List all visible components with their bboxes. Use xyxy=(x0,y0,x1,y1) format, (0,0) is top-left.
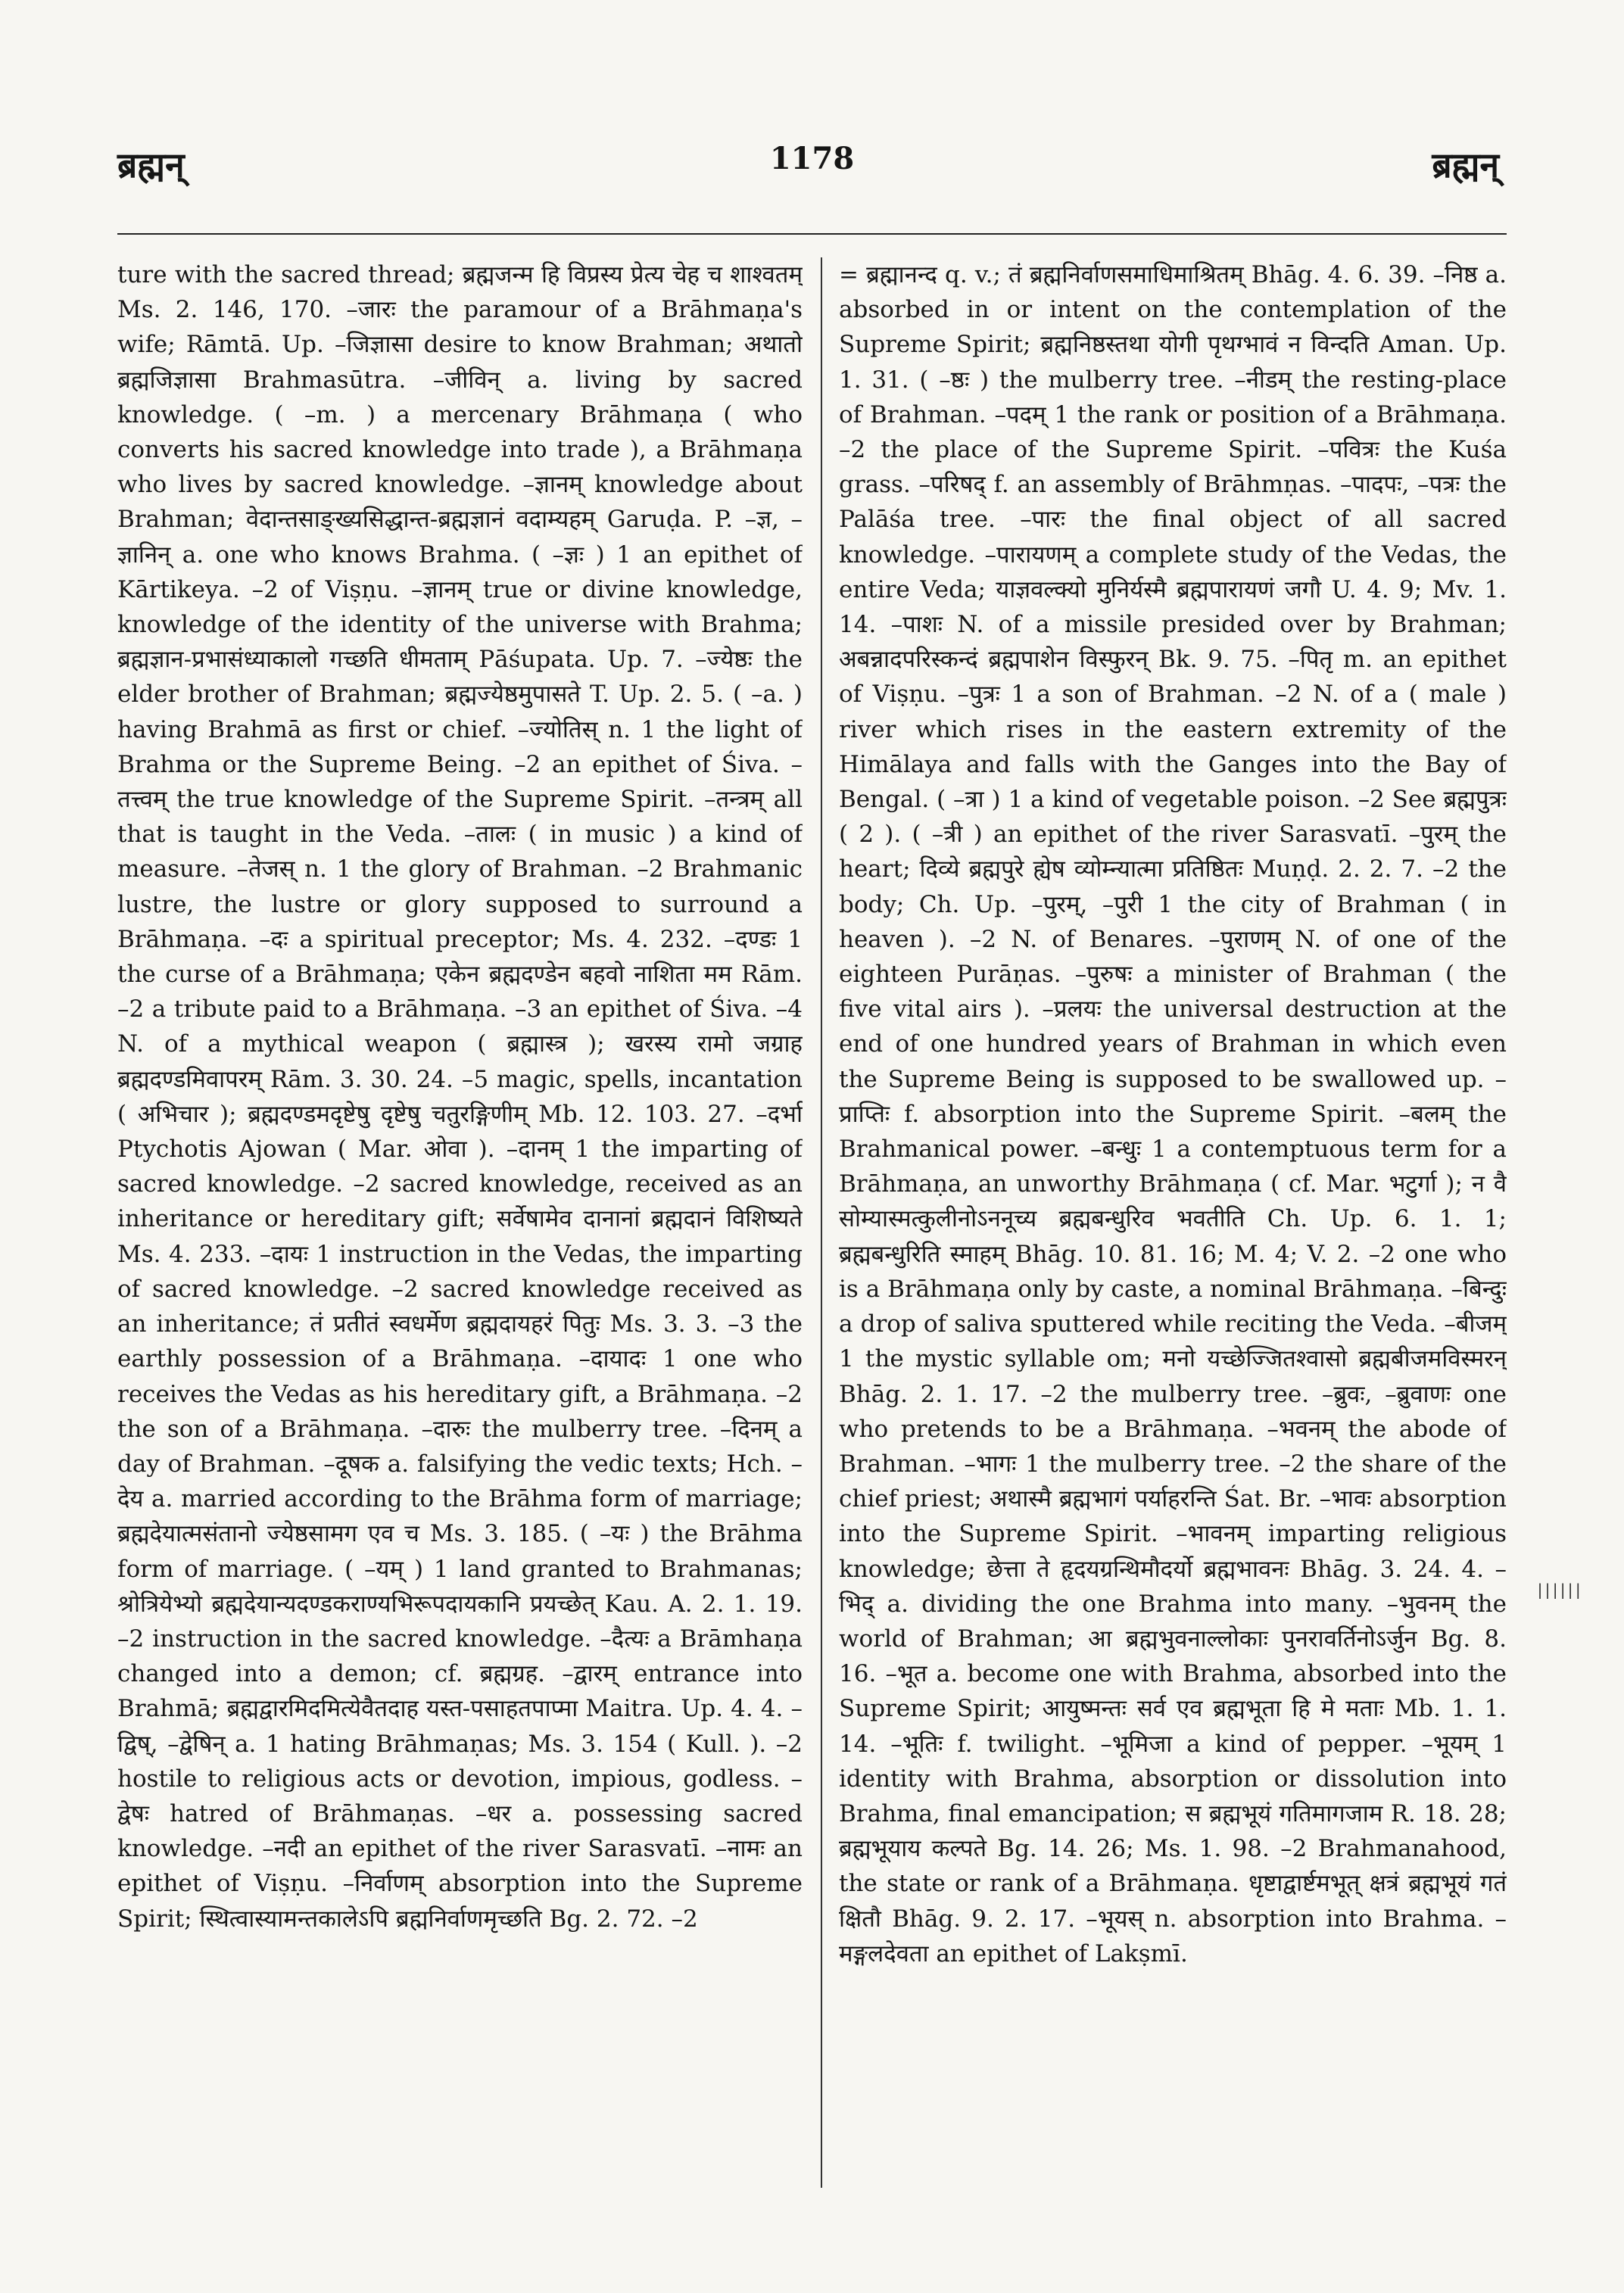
left-column-text: ture with the sacred thread; ब्रह्मजन्म हि विप्रस्य प्रेत्य चेह च शाश्वतम् Ms. 2. 146, 170. –जारः the paramour of a Brāhmaṇa's wife; Rāmtā. Up. –जिज्ञासा desire to know Brahman; अथातो ब्रह्मजिज्ञासा Brahmasūtra. –जीविन् a. living by sacred knowledge. ( –m. ) a mercenary Brāhmaṇa ( who converts his sacred knowledge into trade ), a Brāhmaṇa who lives by sacred knowledge. –ज्ञानम् knowledge about Brahman; वेदान्तसाङ्ख्यसिद्धान्त-ब्रह्मज्ञानं वदाम्यहम् Garuḍa. P. –ज्ञ, –ज्ञानिन् a. one who knows Brahma. ( –ज्ञः ) 1 an epithet of Kārtikeya. –2 of Viṣṇu. –ज्ञानम् true or divine knowledge, knowledge of the identity of the universe with Brahma; ब्रह्मज्ञान-प्रभासंध्याकालो गच्छति धीमताम् Pāśupata. Up. 7. –ज्येष्ठः the elder brother of Brahman; ब्रह्मज्येष्ठमुपासते T. Up. 2. 5. ( –a. ) having Brahmā as first or chief. –ज्योतिस् n. 1 the light of Brahma or the Supreme Being. –2 an epithet of Śiva. –तत्त्वम् the true knowledge of the Supreme Spirit. –तन्त्रम् all that is taught in the Veda. –तालः ( in music ) a kind of measure. –तेजस् n. 1 the glory of Brahman. –2 Brahmanic lustre, the lustre or glory supposed to surround a Brāhmaṇa. –दः a spiritual preceptor; Ms. 4. 232. –दण्डः 1 the curse of a Brāhmaṇa; एकेन ब्रह्मदण्डेन बहवो नाशिता मम Rām. –2 a tribute paid to a Brāhmaṇa. –3 an epithet of Śiva. –4 N. of a mythical weapon ( ब्रह्मास्त्र ); खरस्य रामो जग्राह ब्रह्मदण्डमिवापरम् Rām. 3. 30. 24. –5 magic, spells, incantation ( अभिचार ); ब्रह्मदण्डमदृष्टेषु दृष्टेषु चतुरङ्गिणीम् Mb. 12. 103. 27. –दर्भा Ptychotis Ajowan ( Mar. ओवा ). –दानम् 1 the imparting of sacred knowledge. –2 sacred knowledge, received as an inheritance or hereditary gift; सर्वेषामेव दानानां ब्रह्मदानं विशिष्यते Ms. 4. 233. –दायः 1 instruction in the Vedas, the imparting of sacred knowledge. –2 sacred knowledge received as an inheritance; तं प्रतीतं स्वधर्मेण ब्रह्मदायहरं पितुः Ms. 3. 3. –3 the earthly possession of a Brāhmaṇa. –दायादः 1 one who receives the Vedas as his hereditary gift, a Brāhmaṇa. –2 the son of a Brāhmaṇa. –दारुः the mulberry tree. –दिनम् a day of Brahman. –दूषक a. falsifying the vedic texts; Hch. –देय a. married according to the Brāhma form of marriage; ब्रह्मदेयात्मसंतानो ज्येष्ठसामग एव च Ms. 3. 185. ( –यः ) the Brāhma form of marriage. ( –यम् ) 1 land granted to Brahmanas; श्रोत्रियेभ्यो ब्रह्मदेयान्यदण्डकराण्यभिरूपदायकानि प्रयच्छेत् Kau. A. 2. 1. 19. –2 instruction in the sacred knowledge. –दैत्यः a Brāmhaṇa changed into a demon; cf. ब्रह्मग्रह. –द्वारम् entrance into Brahmā; ब्रह्मद्वारमिदमित्येवैतदाह यस्त-पसाहतपाप्मा Maitra. Up. 4. 4. –द्विष्, –द्वेषिन् a. 1 hating Brāhmaṇas; Ms. 3. 154 ( Kull. ). –2 hostile to religious acts or devotion, impious, godless. –द्वेषः hatred of Brāhmaṇas. –धर a. possessing sacred knowledge. –नदी an epithet of the river Sarasvatī. –नामः an epithet of Viṣṇu. –निर्वाणम् absorption into the Supreme Spirit; स्थित्वास्यामन्तकालेऽपि ब्रह्मनिर्वाणमृच्छति Bg. 2. 72. –2 xyxy=(117,261,803,1933)
right-column-text: = ब्रह्मानन्द q. v.; तं ब्रह्मनिर्वाणसमाधिमाश्रितम् Bhāg. 4. 6. 39. –निष्ठ a. absorbed in or intent on the contemplation of the Supreme Spirit; ब्रह्मनिष्ठस्तथा योगी पृथग्भावं न विन्दति Aman. Up. 1. 31. ( –ष्ठः ) the mulberry tree. –नीडम् the resting-place of Brahman. –पदम् 1 the rank or position of a Brāhmaṇa. –2 the place of the Supreme Spirit. –पवित्रः the Kuśa grass. –परिषद् f. an assembly of Brāhmṇas. –पादपः, –पत्रः the Palāśa tree. –पारः the final object of all sacred knowledge. –पारायणम् a complete study of the Vedas, the entire Veda; याज्ञवल्क्यो मुनिर्यस्मै ब्रह्मपारायणं जगौ U. 4. 9; Mv. 1. 14. –पाशः N. of a missile presided over by Brahman; अबन्नादपरिस्कन्दं ब्रह्मपाशेन विस्फुरन् Bk. 9. 75. –पितृ m. an epithet of Viṣṇu. –पुत्रः 1 a son of Brahman. –2 N. of a ( male ) river which rises in the eastern extremity of the Himālaya and falls with the Ganges into the Bay of Bengal. ( –त्रा ) 1 a kind of vegetable poison. –2 See ब्रह्मपुत्रः ( 2 ). ( –त्री ) an epithet of the river Sarasvatī. –पुरम् the heart; दिव्ये ब्रह्मपुरे ह्येष व्योम्न्यात्मा प्रतिष्ठितः Muṇḍ. 2. 2. 7. –2 the body; Ch. Up. –पुरम्, –पुरी 1 the city of Brahman ( in heaven ). –2 N. of Benares. –पुराणम् N. of one of the eighteen Purāṇas. –पुरुषः a minister of Brahman ( the five vital airs ). –प्रलयः the universal destruction at the end of one hundred years of Brahman in which even the Supreme Being is supposed to be swallowed up. –प्राप्तिः f. absorption into the Supreme Spirit. –बलम् the Brahmanical power. –बन्धुः 1 a contemptuous term for a Brāhmaṇa, an unworthy Brāhmaṇa ( cf. Mar. भटुर्गा ); न वै सोम्यास्मत्कुलीनोऽननूच्य ब्रह्मबन्धुरिव भवतीति Ch. Up. 6. 1. 1; ब्रह्मबन्धुरिति स्माहम् Bhāg. 10. 81. 16; M. 4; V. 2. –2 one who is a Brāhmaṇa only by caste, a nominal Brāhmaṇa. –बिन्दुः a drop of saliva sputtered while reciting the Veda. –बीजम् 1 the mystic syllable om; मनो यच्छेज्जितश्वासो ब्रह्मबीजमविस्मरन् Bhāg. 2. 1. 17. –2 the mulberry tree. –ब्रुवः, –ब्रुवाणः one who pretends to be a Brāhmaṇa. –भवनम् the abode of Brahman. –भागः 1 the mulberry tree. –2 the share of the chief priest; अथास्मै ब्रह्मभागं पर्याहरन्ति Śat. Br. –भावः absorption into the Supreme Spirit. –भावनम् imparting religious knowledge; छेत्ता ते हृदयग्रन्थिमौदर्यो ब्रह्मभावनः Bhāg. 3. 24. 4. –भिद् a. dividing the one Brahma into many. –भुवनम् the world of Brahman; आ ब्रह्मभुवनाल्लोकाः पुनरावर्तिनोऽर्जुन Bg. 8. 16. –भूत a. become one with Brahma, absorbed into the Supreme Spirit; आयुष्मन्तः सर्व एव ब्रह्मभूता हि मे मताः Mb. 1. 1. 14. –भूतिः f. twilight. –भूमिजा a kind of pepper. –भूयम् 1 identity with Brahma, absorption or dissolution into Brahma, final emancipation; स ब्रह्मभूयं गतिमागजाम R. 18. 28; ब्रह्मभूयाय कल्पते Bg. 14. 26; Ms. 1. 98. –2 Brahmanahood, the state or rank of a Brāhmaṇa. धृष्टाद्वार्ष्टमभूत् क्षत्रं ब्रह्मभूयं गतं क्षितौ Bhāg. 9. 2. 17. –भूयस् n. absorption into Brahma. –मङ्गलदेवता an epithet of Lakṣmī. xyxy=(839,261,1507,1967)
page-number: 1178 xyxy=(769,141,855,176)
left-column xyxy=(117,257,803,2195)
right-column xyxy=(839,257,1507,2195)
margin-marker: |||||| xyxy=(1535,1581,1582,1599)
right-headword: ब्रह्मन् xyxy=(1432,145,1499,185)
page-header xyxy=(117,135,1507,210)
header-rule xyxy=(117,233,1507,235)
left-headword: ब्रह्मन् xyxy=(117,145,185,185)
column-divider xyxy=(821,257,822,2188)
